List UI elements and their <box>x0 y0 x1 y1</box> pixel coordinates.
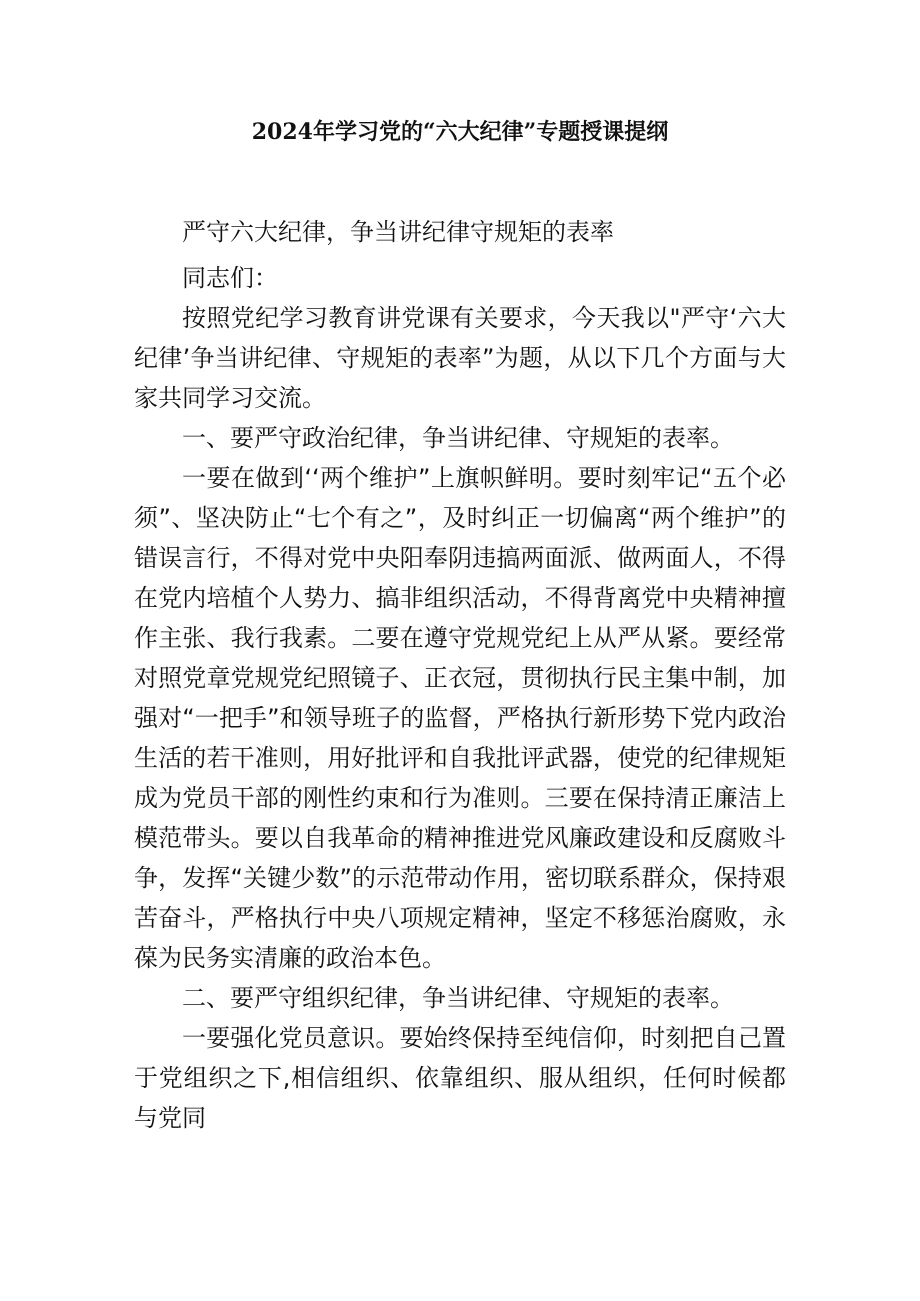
document-title: 2024年学习党的“六大纪律”专题授课提纲 <box>251 119 669 145</box>
section-heading-political-discipline: 一、要严守政治纪律，争当讲纪律、守规矩的表率。 <box>182 424 734 452</box>
paragraph-organizational-discipline: 一要强化党员意识。要始终保持至纯信仰，时刻把自己置于党组织之下,相信组织、依靠组织、服从组织，任何时候都与党同 <box>134 1024 786 1132</box>
document-body <box>134 212 786 1138</box>
document-subtitle: 严守六大纪律，争当讲纪律守规矩的表率 <box>182 218 614 246</box>
paragraph-intro: 按照党纪学习教育讲党课有关要求，今天我以"严守‘六大纪律’争当讲纪律、守规矩的表率”为题，从以下几个方面与大家共同学习交流。 <box>134 304 786 412</box>
section-heading-organizational-discipline: 二、要严守组织纪律，争当讲纪律、守规矩的表率。 <box>182 984 734 1012</box>
salutation: 同志们： <box>182 264 278 292</box>
paragraph-political-discipline: 一要在做到‘‘两个维护”上旗帜鲜明。要时刻牢记“五个必须”、坚决防止“七个有之”，及时纠正一切偏离“两个维护”的错误言行，不得对党中央阳奉阴违搞两面派、做两面人，不得在党内培植个人势力、搞非组织活动，不得背离党中央精神擅作主张、我行我素。二要在遵守党规党纪上从严从紧。要经常对照党章党规党纪照镜子、正衣冠，贯彻执行民主集中制，加强对“一把手”和领导班子的监督，严格执行新形势下党内政治生活的若干准则，用好批评和自我批评武器，使党的纪律规矩成为党员干部的刚性约束和行为准则。三要在保持清正廉洁上模范带头。要以自我革命的精神推进党风廉政建设和反腐败斗争，发挥“关键少数”的示范带动作用，密切联系群众，保持艰苦奋斗，严格执行中央八项规定精神，坚定不移惩治腐败，永葆为民务实清廉的政治本色。 <box>134 464 786 972</box>
